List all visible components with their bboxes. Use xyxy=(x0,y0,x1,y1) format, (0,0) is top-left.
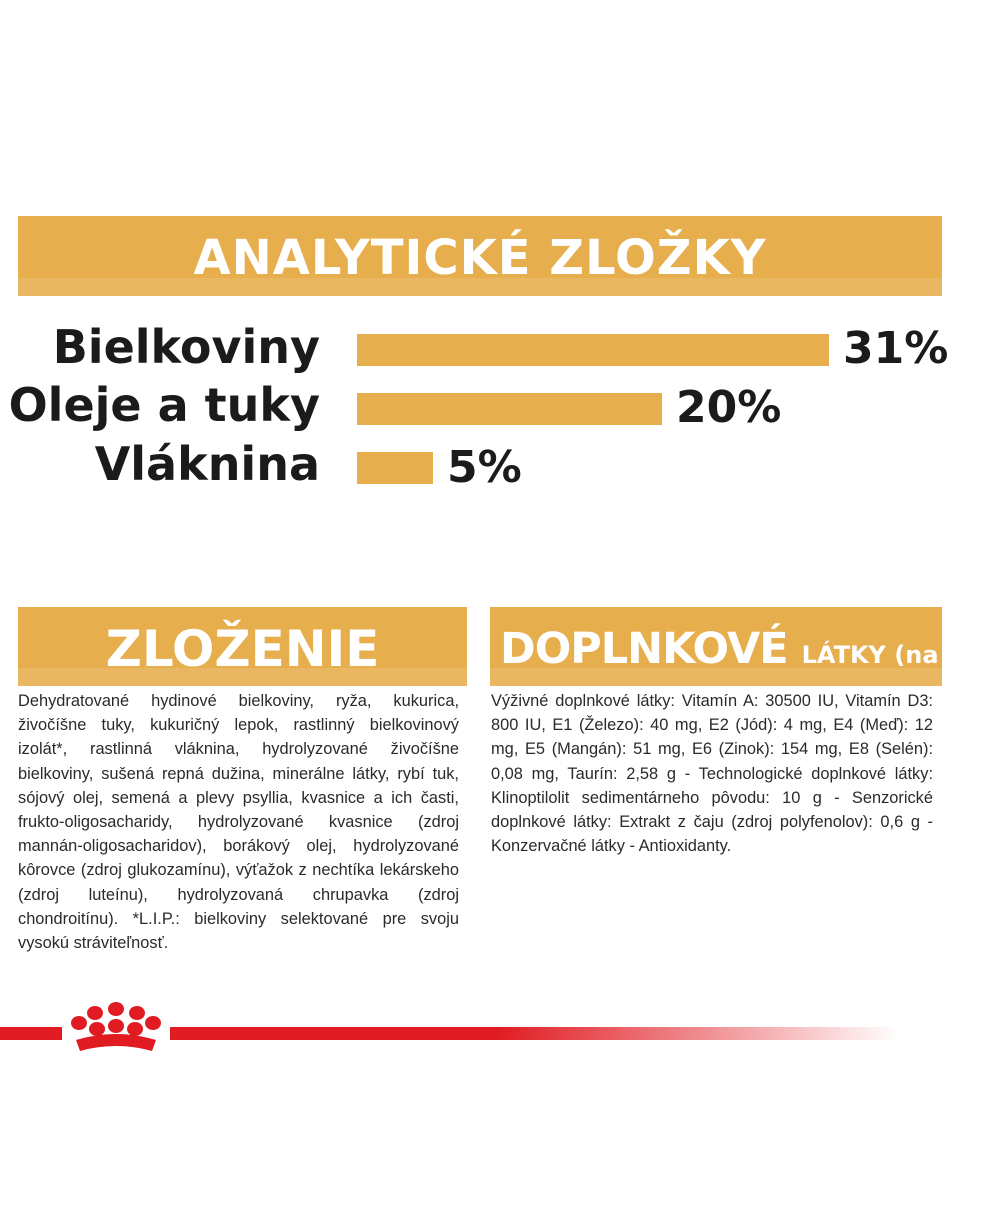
analytic-banner xyxy=(18,216,942,296)
additives-title xyxy=(500,624,991,674)
composition-banner xyxy=(18,607,467,686)
additives-banner xyxy=(490,607,991,686)
additives-subtitle: LÁTKY (na kg) xyxy=(801,641,991,669)
bar-value-label: 20% xyxy=(676,382,782,433)
bar-label: Vláknina xyxy=(94,437,320,491)
analytic-title: ANALYTICKÉ ZLOŽKY xyxy=(193,230,767,286)
additives-text: Výživné doplnkové látky: Vitamín A: 30500 IU, Vitamín D3: 800 IU, E1 (Železo): 40 mg, E2 (Jód): 4 mg, E4 (Meď): 12 mg, E5 (Mangán): 51 mg, E6 (Zinok): 154 mg, E8 (Selén): 0,08 mg, Taurín: 2,58 g - Technologické doplnkové látky: Klinoptilolit sedimentárneho pôvodu: 10 g - Senzorické doplnkové látky: Extrakt z čaju (zdroj polyfenolov): 0,6 g - Konzervačné látky - Antioxidanty. xyxy=(491,692,933,856)
bar-label: Oleje a tuky xyxy=(8,378,320,432)
royal-canin-crown-icon xyxy=(62,996,170,1062)
additives-title-main: DOPLNKOVÉ xyxy=(500,624,788,674)
bar-value-label: 5% xyxy=(447,442,522,493)
bar xyxy=(357,393,662,425)
bar xyxy=(357,334,829,366)
bar-label: Bielkoviny xyxy=(52,320,320,374)
bar-value-label: 31% xyxy=(843,323,949,374)
composition-text: Dehydratované hydinové bielkoviny, ryža, kukurica, živočíšne tuky, kukuričný lepok, rastlinný bielkovinový izolát*, rastlinná vláknina, hydrolyzované živočíšne bielkoviny, sušená repná dužina, minerálne látky, rybí tuk, sójový olej, semená a plevy psyllia, kvasnice a ich časti, frukto-oligosacharidy, hydrolyzované kvasnice (zdroj mannán-oligosacharidov), borákový olej, hydrolyzované kôrovce (zdroj glukozamínu), výťažok z nechtíka lekárskeho (zdroj luteínu), hydrolyzovaná chrupavka (zdroj chondroitínu). *L.I.P.: bielkoviny selektované pre svoju vysokú stráviteľnosť. xyxy=(18,692,459,953)
bar xyxy=(357,452,433,484)
composition-title: ZLOŽENIE xyxy=(105,620,380,678)
